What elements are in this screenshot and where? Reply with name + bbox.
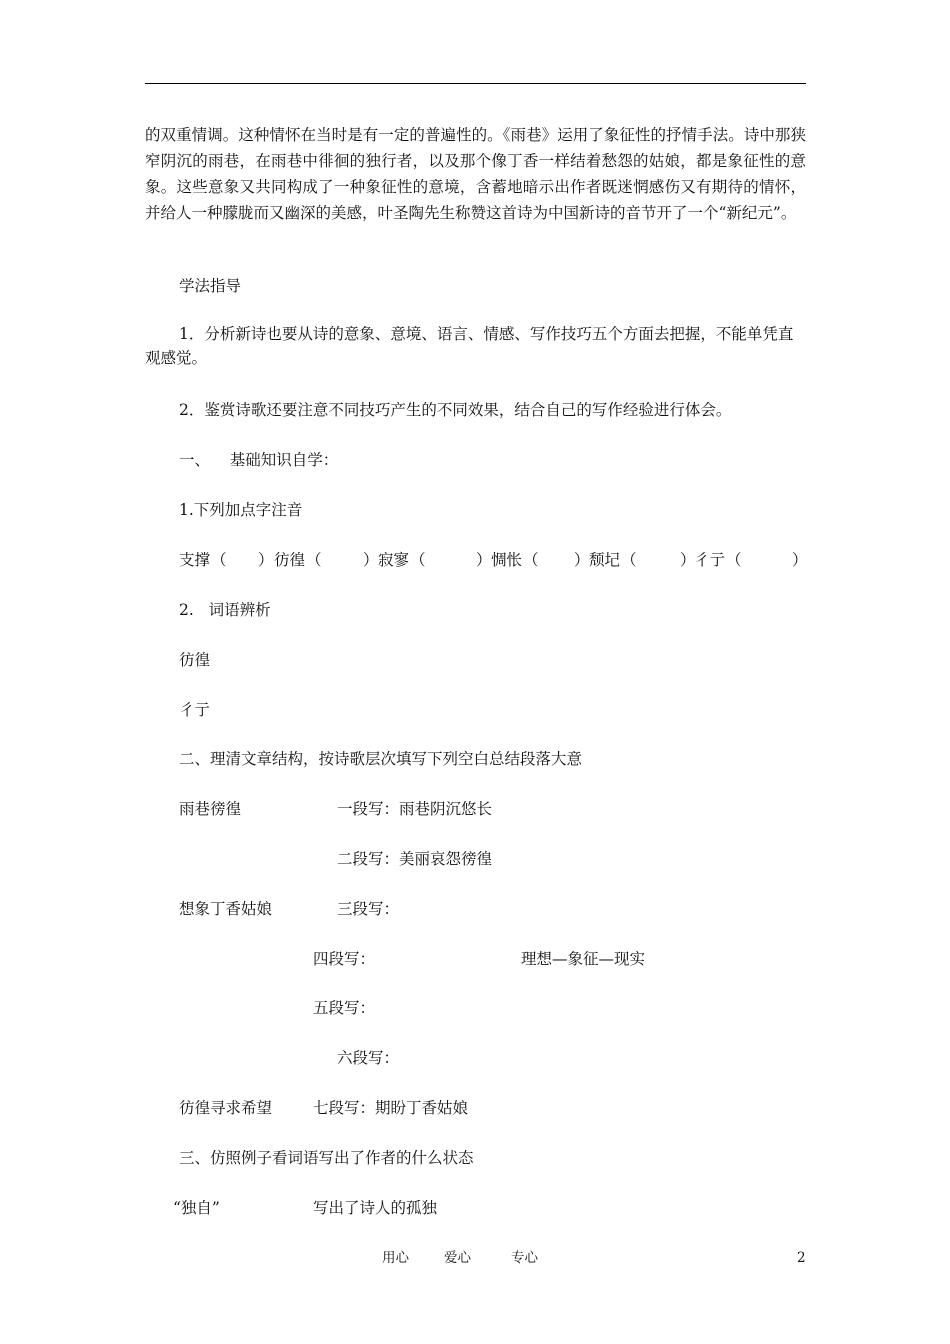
pinyin-word-6: 彳亍 [694, 551, 726, 569]
pinyin-open-paren-2: （ [306, 551, 322, 569]
pinyin-open-paren-4: （ [523, 551, 539, 569]
pinyin-close-paren-1: ） [258, 551, 274, 569]
header-rule [145, 83, 806, 84]
study-guide-point-2: 2．鉴赏诗歌还要注意不同技巧产生的不同效果，结合自己的写作经验进行体会。 [179, 401, 732, 419]
structure-group-1-label: 雨巷徬徨 [179, 800, 242, 818]
study-guide-heading: 学法指导 [179, 277, 242, 295]
question-2-title: 2. 词语辨析 [179, 601, 271, 619]
section-2-heading: 二、理清文章结构，按诗歌层次填写下列空白总结段落大意 [179, 750, 583, 768]
pinyin-word-2: 彷徨 [274, 551, 306, 569]
pinyin-close-paren-3: ） [476, 551, 492, 569]
structure-paragraph-1: 一段写：雨巷阴沉悠长 [337, 800, 493, 818]
pinyin-open-paren-6: （ [726, 551, 742, 569]
example-answer: 写出了诗人的孤独 [313, 1199, 438, 1217]
pinyin-open-paren-1: （ [211, 551, 227, 569]
structure-paragraph-7: 七段写：期盼丁香姑娘 [313, 1099, 469, 1117]
section-1-heading: 一、 基础知识自学： [179, 451, 339, 469]
structure-group-3-label: 彷徨寻求希望 [179, 1099, 273, 1117]
page-number: 2 [797, 1250, 806, 1266]
pinyin-word-3: 寂寥 [378, 551, 410, 569]
pinyin-close-paren-2: ） [363, 551, 379, 569]
term-panghuang: 彷徨 [179, 651, 211, 669]
structure-paragraph-6: 六段写： [337, 1049, 400, 1067]
structure-note: 理想—象征—现实 [521, 950, 646, 968]
pinyin-close-paren-4: ） [574, 551, 590, 569]
question-1-title: 1.下列加点字注音 [179, 501, 303, 519]
pinyin-close-paren-5: ） [680, 551, 696, 569]
pinyin-word-1: 支撑 [179, 551, 211, 569]
footer-slogan-2: 爱心 [444, 1250, 471, 1266]
structure-paragraph-3: 三段写： [337, 900, 400, 918]
structure-group-2-label: 想象丁香姑娘 [179, 900, 273, 918]
footer-slogan-1: 用心 [382, 1250, 409, 1266]
section-3-heading: 三、仿照例子看词语写出了作者的什么状态 [179, 1149, 474, 1167]
study-guide-point-1: 1．分析新诗也要从诗的意象、意境、语言、情感、写作技巧五个方面去把握，不能单凭直观感觉。 [145, 325, 794, 367]
example-word: “独自” [173, 1199, 220, 1217]
pinyin-word-4: 惆怅 [491, 551, 523, 569]
pinyin-word-5: 颓圮 [589, 551, 621, 569]
structure-paragraph-5: 五段写： [313, 999, 376, 1017]
footer-slogan-3: 专心 [511, 1250, 538, 1266]
pinyin-close-paren-6: ） [792, 551, 808, 569]
term-chichu: 彳亍 [179, 701, 211, 719]
intro-paragraph: 的双重情调。这种情怀在当时是有一定的普遍性的。《雨巷》运用了象征性的抒情手法。诗中那狭窄阴沉的雨巷，在雨巷中徘徊的独行者，以及那个像丁香一样结着愁怨的姑娘，都是象征性的意象。这些意象又共同构成了一种象征性的意境，含蓄地暗示出作者既迷惘感伤又有期待的情怀，并给人一种朦胧而又幽深的美感，叶圣陶先生称赞这首诗为中国新诗的音节开了一个“新纪元”。 [145, 126, 806, 222]
pinyin-open-paren-3: （ [410, 551, 426, 569]
pinyin-open-paren-5: （ [621, 551, 637, 569]
structure-paragraph-4: 四段写： [313, 950, 376, 968]
structure-paragraph-2: 二段写：美丽哀怨徬徨 [337, 850, 493, 868]
